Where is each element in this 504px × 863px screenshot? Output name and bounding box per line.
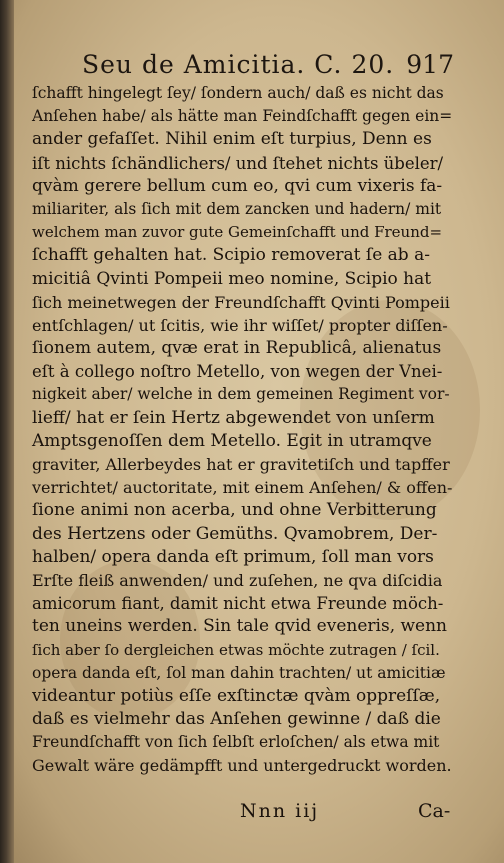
text-line: nigkeit aber/ welche in dem gemeinen Regiment vor-: [32, 385, 450, 404]
text-line: Amptsgenoſſen dem Metello. Egit in utramqve: [32, 430, 432, 451]
body-text: [32, 82, 452, 778]
text-line: welchem man zuvor gute Gemeinſchafft und Freund=: [32, 223, 443, 242]
text-line: iſt nichts ſchändlichers/ und ſtehet nichts übeler/: [32, 153, 444, 173]
text-line: micitiâ Qvinti Pompeii meo nomine, Scipio hat: [32, 268, 432, 289]
text-line: ſione animi non acerba, und ohne Verbitterung: [32, 500, 437, 521]
text-line: ſich aber ſo dergleichen etwas möchte zutragen / ſcil.: [32, 640, 440, 659]
text-line: verrichtet/ auctoritate, mit einem Anſehen/ & offen-: [32, 478, 453, 498]
text-line: eſt à collego noſtro Metello, von wegen der Vnei-: [32, 362, 443, 382]
text-line: halben/ opera danda eſt primum, ſoll man vors: [32, 546, 434, 567]
text-line: Erſte fleiß anwenden/ und zuſehen, ne qva diſcidia: [32, 570, 443, 590]
text-line: amicorum fiant, damit nicht etwa Freunde möch-: [32, 594, 444, 614]
text-line: qvàm gerere bellum cum eo, qvi cum vixeris fa-: [32, 175, 443, 196]
running-head: Seu de Amicitia. C. 20.: [82, 50, 395, 79]
text-line: ſionem autem, qvæ erat in Republicâ, alienatus: [32, 338, 442, 359]
text-line: Gewalt wäre gedämpfft und untergedruckt worden.: [32, 756, 452, 776]
text-line: des Hertzens oder Gemüths. Qvamobrem, Der-: [32, 523, 438, 544]
text-line: miliariter, als ſich mit dem zancken und hadern/ mit: [32, 199, 442, 218]
binding-gutter: [0, 0, 14, 863]
text-line: graviter, Allerbeydes hat er gravitetiſch und tapffer: [32, 455, 450, 474]
page-number: 917: [406, 50, 454, 79]
text-line: Anſehen habe/ als hätte man Feindſchafft gegen ein=: [32, 107, 453, 126]
text-line: entſchlagen/ ut ſcitis, wie ihr wiſſet/ propter diſſen-: [32, 315, 448, 335]
text-line: ſchafft hingelegt ſey/ ſondern auch/ daß es nicht das: [32, 84, 444, 102]
text-line: ſich meinetwegen der Freundſchafft Qvinti Pompeii: [32, 292, 450, 312]
text-line: videantur potiùs eſſe exſtinctæ qvàm oppreſſæ,: [32, 685, 441, 706]
page-header: [82, 50, 454, 84]
signature-mark: Nnn iij: [240, 800, 320, 822]
text-line: opera danda eſt, ſol man dahin trachten/ ut amicitiæ: [32, 663, 446, 682]
catchword: Ca-: [418, 800, 451, 822]
text-line: ten uneins werden. Sin tale qvid eveneris, wenn: [32, 616, 448, 637]
text-line: lieff/ hat er ſein Hertz abgewendet von unſerm: [32, 407, 435, 428]
text-line: Freundſchafft von ſich ſelbſt erloſchen/ als etwa mit: [32, 733, 440, 752]
text-line: ſchafft gehalten hat. Scipio removerat ſe ab a-: [32, 245, 430, 266]
text-line: daß es vielmehr das Anſehen gewinne / daß die: [32, 709, 441, 730]
text-line: ander gefaſſet. Nihil enim eſt turpius, Denn es: [32, 129, 432, 150]
